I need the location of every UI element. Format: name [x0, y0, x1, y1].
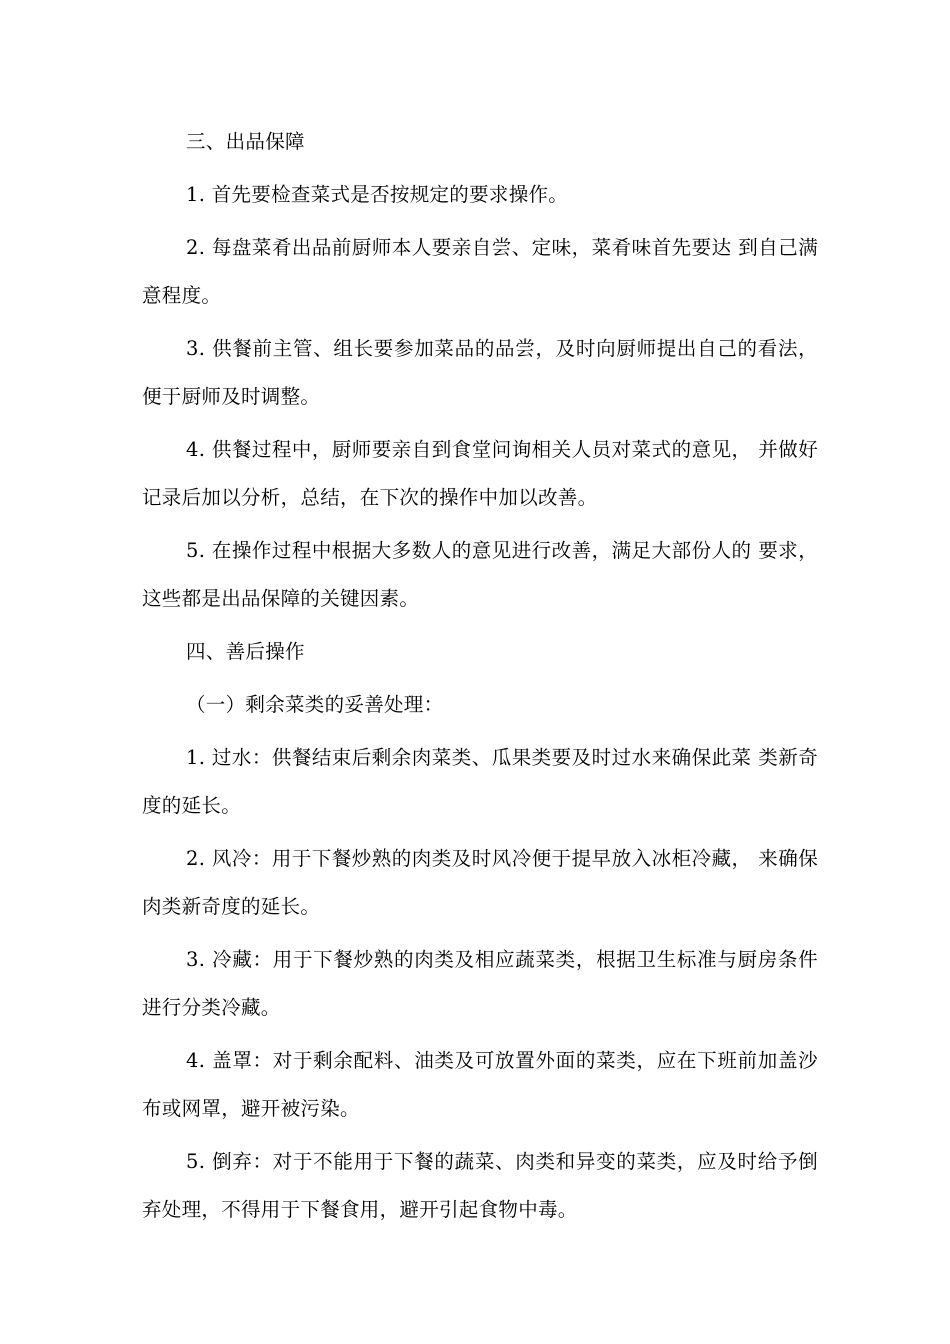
paragraph: 5. 在操作过程中根据大多数人的意见进行改善，满足大部份人的 要求，这些都是出品保障的关键因素。	[142, 539, 818, 610]
paragraph: 3. 冷藏：用于下餐炒熟的肉类及相应蔬菜类，根据卫生标准与厨房条件进行分类冷藏。	[142, 948, 818, 1019]
paragraph: 2. 风冷：用于下餐炒熟的肉类及时风冷便于提早放入冰柜冷藏， 来确保肉类新奇度的延长。	[142, 847, 818, 918]
document-body	[142, 118, 818, 1239]
paragraph: 4. 供餐过程中，厨师要亲自到食堂问询相关人员对菜式的意见， 并做好记录后加以分析，总结，在下次的操作中加以改善。	[142, 438, 818, 509]
section-heading-aftercare: 四、善后操作	[186, 640, 305, 663]
paragraph: 2. 每盘菜肴出品前厨师本人要亲自尝、定味，菜肴味首先要达 到自己满意程度。	[142, 236, 818, 307]
paragraph: 1. 首先要检查菜式是否按规定的要求操作。	[186, 183, 569, 206]
paragraph: 1. 过水：供餐结束后剩余肉菜类、瓜果类要及时过水来确保此菜 类新奇度的延长。	[142, 746, 818, 817]
paragraph: 3. 供餐前主管、组长要参加菜品的品尝，及时向厨师提出自己的看法，便于厨师及时调整。	[142, 337, 818, 408]
section-heading-output-guarantee: 三、出品保障	[186, 130, 305, 153]
paragraph: 4. 盖罩：对于剩余配料、油类及可放置外面的菜类，应在下班前加盖沙布或网罩，避开被污染。	[142, 1049, 818, 1120]
paragraph: 5. 倒弃：对于不能用于下餐的蔬菜、肉类和异变的菜类，应及时给予倒弃处理，不得用于下餐食用，避开引起食物中毒。	[142, 1150, 818, 1221]
subsection-heading-leftovers: （一）剩余菜类的妥善处理：	[186, 693, 444, 716]
